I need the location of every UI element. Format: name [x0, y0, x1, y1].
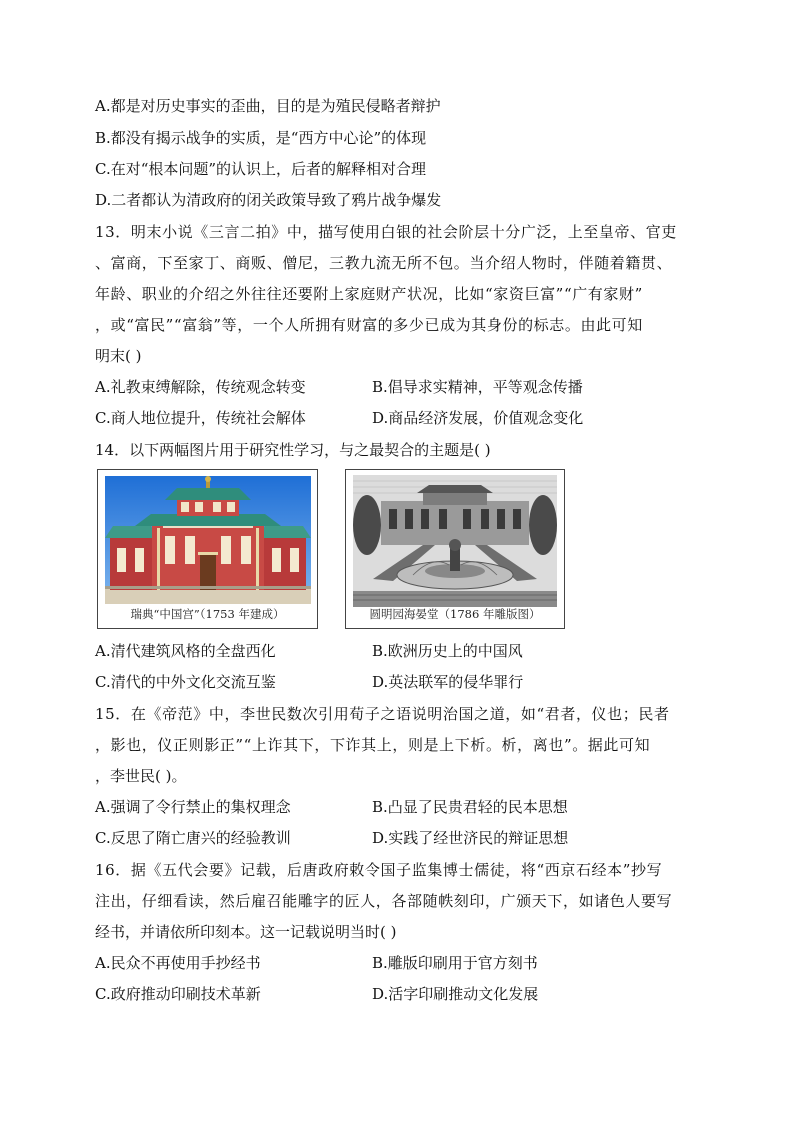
- figure-chinese-pavilion: [97, 469, 318, 629]
- figure-haiyantang-engraving: [345, 469, 565, 629]
- q13-option-d: D.商品经济发展，价值观念变化: [372, 409, 584, 427]
- q13-stem-line-4: ，或“富民”“富翁”等，一个人所拥有财富的多少已成为其身份的标志。由此可知: [95, 316, 643, 334]
- q14-stem: 14．以下两幅图片用于研究性学习，与之最契合的主题是( ): [95, 441, 491, 459]
- q14-option-c: C.清代的中外文化交流互鉴: [95, 673, 276, 691]
- q13-stem-line-2: 、富商，下至家丁、商贩、僧尼，三教九流无所不包。当介绍人物时，伴随着籍贯、: [95, 254, 673, 272]
- q15-stem-line-1: 15．在《帝范》中，李世民数次引用荀子之语说明治国之道，如“君者，仪也；民者: [95, 705, 670, 723]
- q13-option-b: B.倡导求实精神，平等观念传播: [372, 378, 583, 396]
- figure2-caption: 圆明园海晏堂（1786 年雕版图）: [369, 607, 541, 621]
- q13-stem-line-5: 明末( ): [95, 347, 142, 365]
- q13-stem-line-3: 年龄、职业的介绍之外往往还要附上家庭财产状况，比如“家资巨富”“广有家财”: [95, 285, 643, 303]
- q14-option-a: A.清代建筑风格的全盘西化: [95, 642, 276, 660]
- q13-option-c: C.商人地位提升，传统社会解体: [95, 409, 306, 427]
- q15-option-d: D.实践了经世济民的辩证思想: [372, 829, 569, 847]
- q12-option-b: B.都没有揭示战争的实质，是“西方中心论”的体现: [95, 129, 427, 147]
- q16-option-a: A.民众不再使用手抄经书: [95, 954, 261, 972]
- q13-option-a: A.礼教束缚解除，传统观念转变: [95, 378, 306, 396]
- chinese-pavilion-image: [105, 476, 311, 604]
- haiyantang-engraving-image: [353, 475, 557, 607]
- q15-stem-line-2: ，影也，仪正则影正”“上诈其下，下诈其上，则是上下析。析，离也”。据此可知: [95, 736, 651, 754]
- q15-stem-line-3: ，李世民( )。: [95, 767, 187, 785]
- q14-option-d: D.英法联军的侵华罪行: [372, 673, 524, 691]
- q15-option-a: A.强调了令行禁止的集权理念: [95, 798, 291, 816]
- q14-option-b: B.欧洲历史上的中国风: [372, 642, 523, 660]
- figure1-caption: 瑞典“中国宫”（1753 年建成）: [130, 607, 285, 621]
- q12-option-c: C.在对“根本问题”的认识上，后者的解释相对合理: [95, 160, 427, 178]
- q15-option-b: B.凸显了民贵君轻的民本思想: [372, 798, 568, 816]
- q12-option-a: A.都是对历史事实的歪曲，目的是为殖民侵略者辩护: [95, 97, 441, 115]
- q16-stem-line-2: 注出，仔细看读，然后雇召能雕字的匠人，各部随帙刻印，广颁天下，如诸色人要写: [95, 892, 673, 910]
- q16-option-c: C.政府推动印刷技术革新: [95, 985, 261, 1003]
- q16-stem-line-1: 16．据《五代会要》记载，后唐政府敕令国子监集博士儒徒，将“西京石经本”抄写: [95, 861, 663, 879]
- q12-option-d: D.二者都认为清政府的闭关政策导致了鸦片战争爆发: [95, 191, 442, 209]
- q15-option-c: C.反思了隋亡唐兴的经验教训: [95, 829, 291, 847]
- q16-option-b: B.雕版印刷用于官方刻书: [372, 954, 538, 972]
- q16-option-d: D.活字印刷推动文化发展: [372, 985, 539, 1003]
- q13-stem-line-1: 13．明末小说《三言二拍》中，描写使用白银的社会阶层十分广泛，上至皇帝、官吏: [95, 223, 677, 241]
- q16-stem-line-3: 经书，并请依所印刻本。这一记载说明当时( ): [95, 923, 397, 941]
